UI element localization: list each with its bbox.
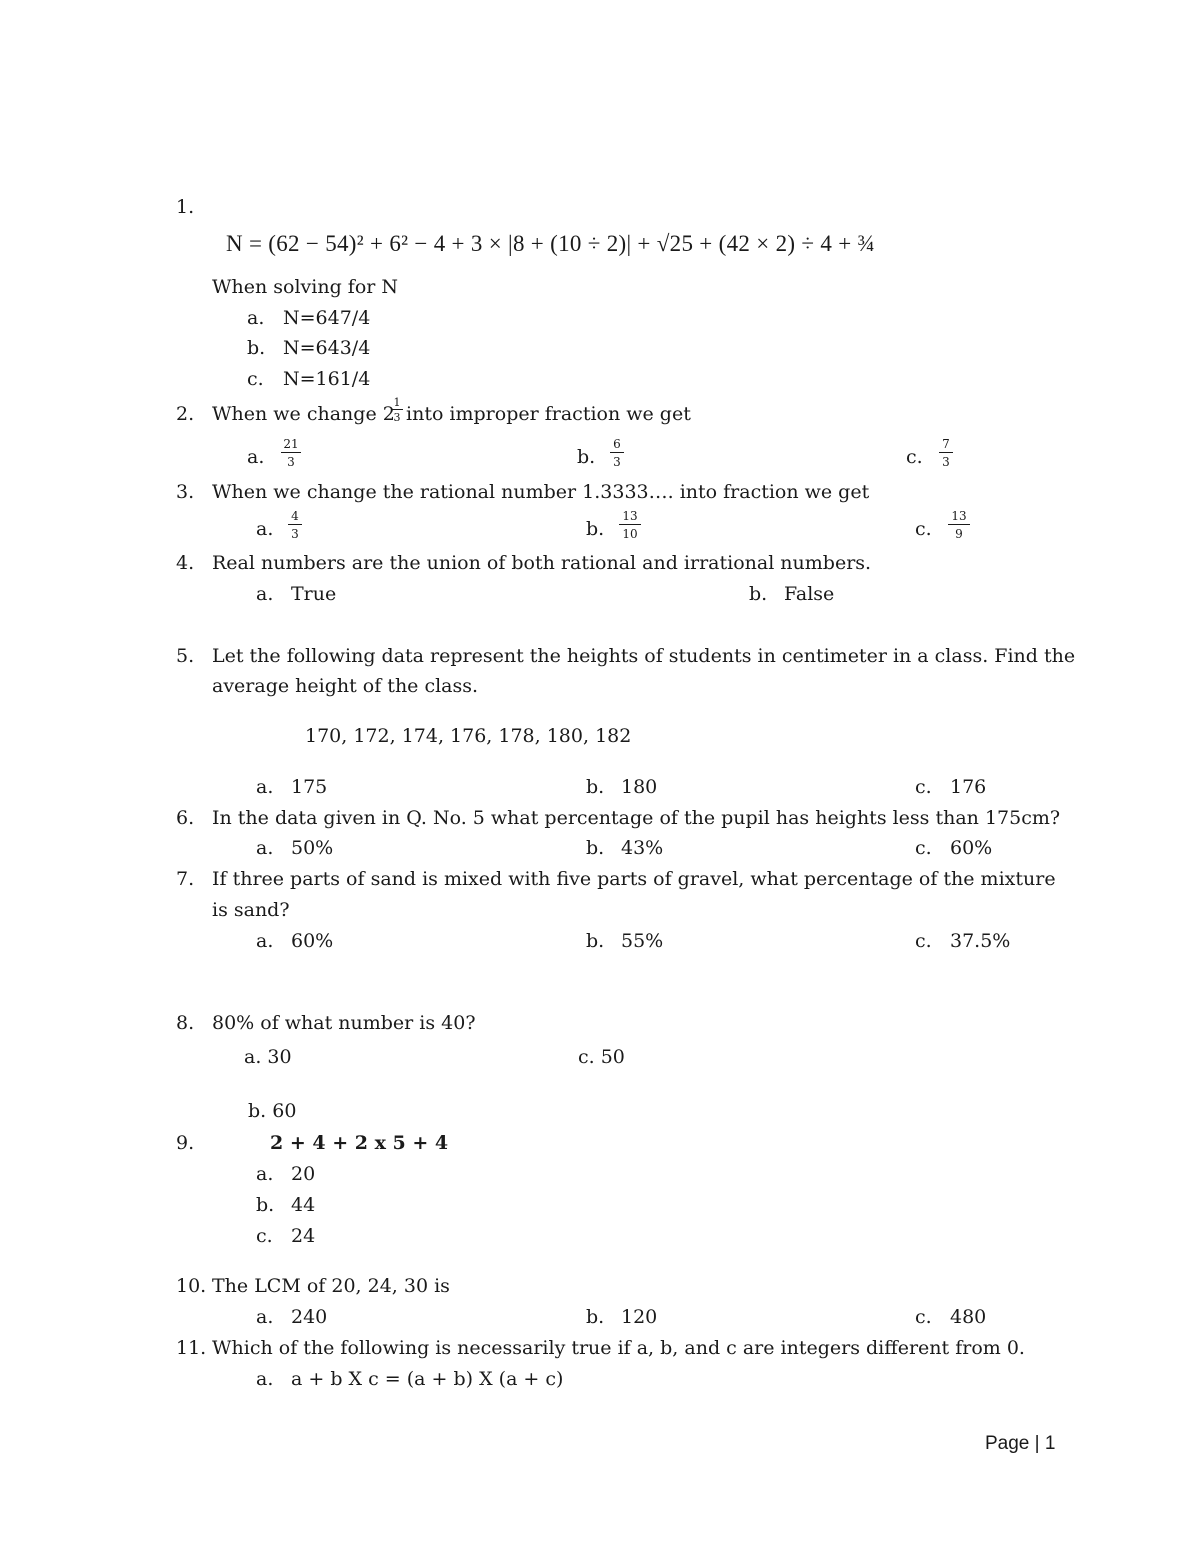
- q7-option-b: 55%: [621, 930, 664, 952]
- q9-option-a-label: a.: [256, 1163, 274, 1185]
- q9-option-b: 44: [291, 1194, 316, 1216]
- q8-number: 8.: [176, 1012, 195, 1034]
- q2-mixed-denominator: 3: [393, 411, 401, 424]
- q2-option-b-denominator: 3: [613, 455, 621, 469]
- q3-option-a-numerator: 4: [291, 509, 299, 523]
- q1-option-c: N=161/4: [283, 368, 371, 390]
- q9-option-a: 20: [291, 1163, 316, 1185]
- q6-option-c: 60%: [950, 837, 993, 859]
- q2-option-b-numerator: 6: [613, 437, 621, 451]
- q10-option-c: 480: [950, 1306, 987, 1328]
- q4-option-b: False: [784, 583, 835, 605]
- q11-option-a: a + b X c = (a + b) X (a + c): [291, 1368, 564, 1390]
- q2-mixed-numerator: 1: [393, 396, 401, 409]
- q11-prompt: Which of the following is necessarily true if a, b, and c are integers different from 0.: [212, 1337, 1025, 1359]
- q2-option-a-fraction: [281, 438, 301, 468]
- q5-option-b-label: b.: [586, 776, 605, 798]
- q7-prompt-line2: is sand?: [212, 899, 290, 921]
- q3-option-b-denominator: 10: [622, 527, 638, 541]
- q2-option-c-numerator: 7: [942, 437, 950, 451]
- q1-number: 1.: [176, 196, 195, 218]
- q3-prompt: When we change the rational number 1.3333…. into fraction we get: [212, 481, 870, 503]
- q5-number: 5.: [176, 645, 195, 667]
- q1-option-c-label: c.: [247, 368, 264, 390]
- q1-prompt: When solving for N: [212, 276, 399, 298]
- q10-option-b: 120: [621, 1306, 658, 1328]
- q2-prompt-after: into improper fraction we get: [406, 403, 691, 425]
- q1-option-a-label: a.: [247, 307, 265, 329]
- q7-number: 7.: [176, 868, 195, 890]
- q2-prompt-before: When we change 2: [212, 403, 395, 425]
- q6-option-a-label: a.: [256, 837, 274, 859]
- q4-option-b-label: b.: [749, 583, 768, 605]
- q3-option-a-denominator: 3: [291, 527, 299, 541]
- q1-option-b: N=643/4: [283, 337, 371, 359]
- q7-option-b-label: b.: [586, 930, 605, 952]
- q5-prompt-line1: Let the following data represent the heights of students in centimeter in a class. Find the: [212, 645, 1076, 667]
- q1-equation: N = (62 − 54)² + 6² − 4 + 3 × |8 + (10 ÷ 2)| + √25 + (42 × 2) ÷ 4 + ¾: [226, 231, 876, 256]
- q7-option-c-label: c.: [915, 930, 932, 952]
- q10-option-c-label: c.: [915, 1306, 932, 1328]
- q5-option-b: 180: [621, 776, 658, 798]
- q3-option-b-numerator: 13: [622, 509, 638, 523]
- q3-option-c-label: c.: [915, 518, 932, 540]
- q3-number: 3.: [176, 481, 195, 503]
- q10-option-a: 240: [291, 1306, 328, 1328]
- q4-number: 4.: [176, 552, 195, 574]
- q2-option-c-label: c.: [906, 446, 923, 468]
- q3-option-a-fraction: [288, 510, 302, 540]
- q5-option-c: 176: [950, 776, 987, 798]
- q6-option-b-label: b.: [586, 837, 605, 859]
- q4-option-a-label: a.: [256, 583, 274, 605]
- page-number: Page | 1: [985, 1433, 1056, 1454]
- q9-expression: 2 + 4 + 2 x 5 + 4: [270, 1132, 449, 1154]
- q7-option-c: 37.5%: [950, 930, 1011, 952]
- q2-option-c-fraction: [939, 438, 953, 468]
- q2-mixed-fraction: [391, 397, 403, 423]
- q5-option-a-label: a.: [256, 776, 274, 798]
- q8-option-a: a. 30: [244, 1046, 292, 1068]
- q3-option-b-fraction: [619, 510, 641, 540]
- q10-number: 10.: [176, 1275, 207, 1297]
- q8-option-b: b. 60: [248, 1100, 297, 1122]
- q6-number: 6.: [176, 807, 195, 829]
- q2-number: 2.: [176, 403, 195, 425]
- q1-option-a: N=647/4: [283, 307, 371, 329]
- q9-option-c-label: c.: [256, 1225, 273, 1247]
- q3-option-c-numerator: 13: [951, 509, 967, 523]
- q2-option-a-denominator: 3: [287, 455, 295, 469]
- q1-option-b-label: b.: [247, 337, 266, 359]
- q2-option-a-numerator: 21: [283, 437, 299, 451]
- q3-option-a-label: a.: [256, 518, 274, 540]
- q4-option-a: True: [291, 583, 337, 605]
- q8-option-c: c. 50: [578, 1046, 625, 1068]
- q11-option-a-label: a.: [256, 1368, 274, 1390]
- q2-option-c-denominator: 3: [942, 455, 950, 469]
- q6-option-a: 50%: [291, 837, 334, 859]
- q5-data-values: 170, 172, 174, 176, 178, 180, 182: [305, 725, 632, 747]
- q9-option-b-label: b.: [256, 1194, 275, 1216]
- q5-option-c-label: c.: [915, 776, 932, 798]
- q9-number: 9.: [176, 1132, 195, 1154]
- q6-option-b: 43%: [621, 837, 664, 859]
- q2-option-b-label: b.: [577, 446, 596, 468]
- q6-prompt: In the data given in Q. No. 5 what percentage of the pupil has heights less than 175cm?: [212, 807, 1061, 829]
- q7-prompt-line1: If three parts of sand is mixed with five parts of gravel, what percentage of the mixture: [212, 868, 1056, 890]
- q4-prompt: Real numbers are the union of both rational and irrational numbers.: [212, 552, 872, 574]
- q7-option-a-label: a.: [256, 930, 274, 952]
- q6-option-c-label: c.: [915, 837, 932, 859]
- q2-option-b-fraction: [610, 438, 624, 468]
- q7-option-a: 60%: [291, 930, 334, 952]
- q8-prompt: 80% of what number is 40?: [212, 1012, 476, 1034]
- q10-prompt: The LCM of 20, 24, 30 is: [212, 1275, 450, 1297]
- q11-number: 11.: [176, 1337, 207, 1359]
- q2-option-a-label: a.: [247, 446, 265, 468]
- q3-option-c-denominator: 9: [955, 527, 963, 541]
- q9-option-c: 24: [291, 1225, 316, 1247]
- q3-option-b-label: b.: [586, 518, 605, 540]
- q5-option-a: 175: [291, 776, 328, 798]
- q3-option-c-fraction: [948, 510, 970, 540]
- q5-prompt-line2: average height of the class.: [212, 675, 479, 697]
- q10-option-a-label: a.: [256, 1306, 274, 1328]
- q10-option-b-label: b.: [586, 1306, 605, 1328]
